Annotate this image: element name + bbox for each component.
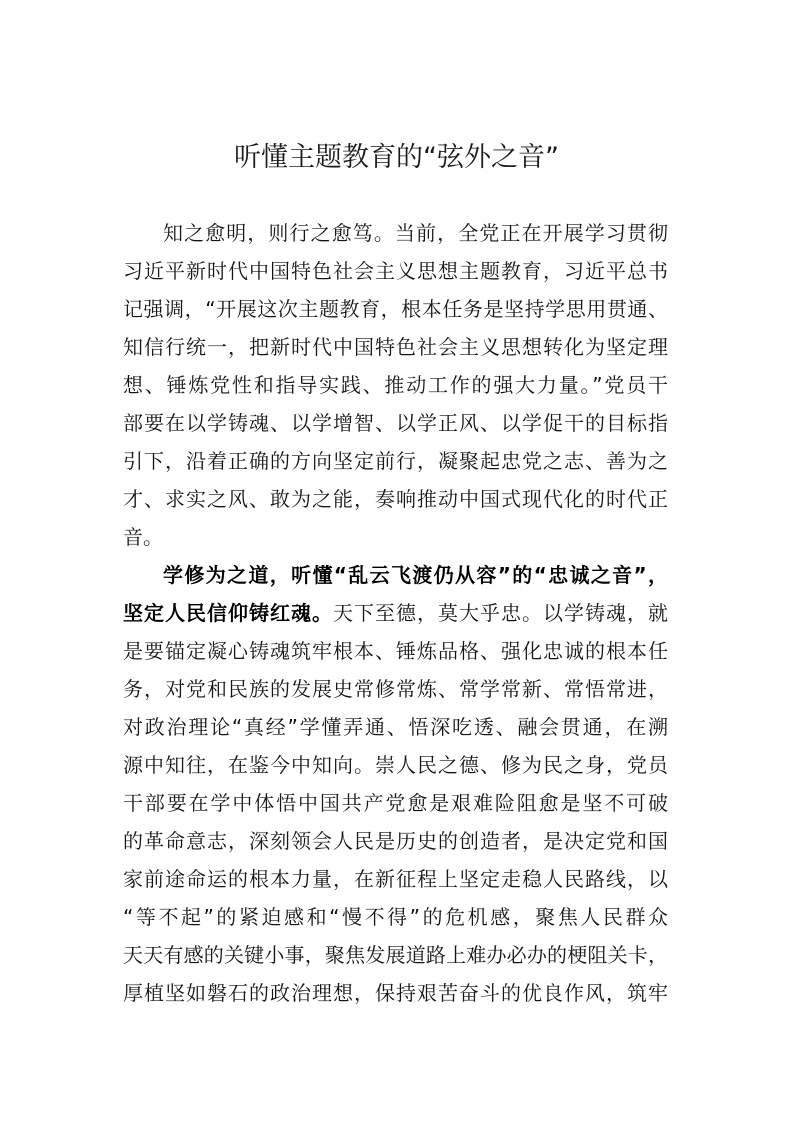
text-line: 知之愈明，则行之愈笃。当前，全党正在开展学习贯彻 — [163, 221, 668, 245]
document-title: 听懂主题教育的“弦外之音” — [234, 142, 559, 173]
section-heading-tail: 坚定人民信仰铸红魂。 — [123, 601, 333, 625]
text-line: 天天有感的关键小事，聚焦发展道路上难办必办的梗阻关卡， — [123, 943, 668, 967]
text-line: 务，对党和民族的发展史常修常炼、常学常新、常悟常进， — [123, 677, 668, 701]
section-heading-line: 学修为之道，听懂“乱云飞渡仍从容”的“忠诚之音”， — [163, 563, 668, 587]
text-line: 部要在以学铸魂、以学增智、以学正风、以学促干的目标指 — [123, 411, 668, 435]
text-line: 源中知往，在鉴今中知向。崇人民之德、修为民之身，党员 — [123, 753, 668, 777]
text-line: 是要锚定凝心铸魂筑牢根本、锤炼品格、强化忠诚的根本任 — [123, 639, 668, 663]
text-line: 知信行统一，把新时代中国特色社会主义思想转化为坚定理 — [123, 335, 668, 359]
text-span: 天下至德，莫大乎忠。以学铸魂，就 — [333, 601, 668, 625]
text-line: 的革命意志，深刻领会人民是历史的创造者，是决定党和国 — [123, 829, 668, 853]
document-body — [123, 214, 668, 1012]
text-line: 家前途命运的根本力量，在新征程上坚定走稳人民路线，以 — [123, 867, 668, 891]
paragraph-1 — [123, 214, 668, 556]
text-line — [123, 594, 668, 632]
text-line: “等不起”的紧迫感和“慢不得”的危机感，聚焦人民群众 — [123, 905, 668, 929]
text-line: 音。 — [123, 525, 163, 549]
text-line: 引下，沿着正确的方向坚定前行，凝聚起忠党之志、善为之 — [123, 449, 668, 473]
paragraph-2 — [123, 556, 668, 1012]
text-line: 对政治理论“真经”学懂弄通、悟深吃透、融会贯通，在溯 — [123, 715, 668, 739]
text-line: 才、求实之风、敢为之能，奏响推动中国式现代化的时代正 — [123, 487, 668, 511]
text-line: 习近平新时代中国特色社会主义思想主题教育，习近平总书 — [123, 259, 668, 283]
text-line: 干部要在学中体悟中国共产党愈是艰难险阻愈是坚不可破 — [123, 791, 668, 815]
text-line: 记强调，“开展这次主题教育，根本任务是坚持学思用贯通、 — [123, 297, 668, 321]
text-line: 想、锤炼党性和指导实践、推动工作的强大力量。”党员干 — [123, 373, 668, 397]
text-line: 厚植坚如磐石的政治理想，保持艰苦奋斗的优良作风，筑牢 — [123, 981, 668, 1005]
